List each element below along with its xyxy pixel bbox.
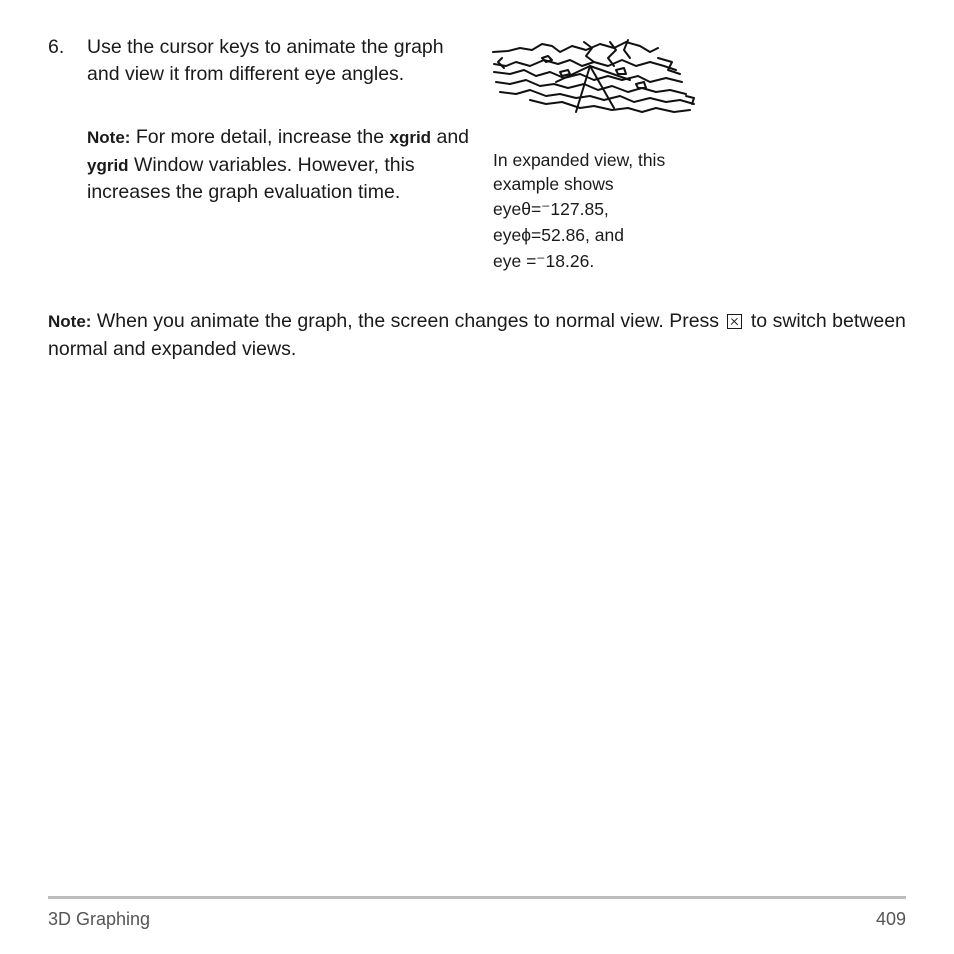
note-label: Note: <box>87 128 131 147</box>
caption-line-3: eyeθ=⁻127.85, <box>493 199 609 219</box>
step-text: Use the cursor keys to animate the graph and view it from different eye angles. <box>87 36 444 85</box>
note-detail <box>87 124 487 206</box>
caption-line-5: eye =⁻18.26. <box>493 251 595 271</box>
times-key-icon <box>727 314 742 329</box>
note-text-1: For more detail, increase the <box>130 126 390 148</box>
caption-line-1: In expanded view, this <box>493 150 666 170</box>
keyword-ygrid: ygrid <box>87 155 129 175</box>
keyword-xgrid: xgrid <box>389 128 432 147</box>
note-label: Note: <box>48 312 92 331</box>
note-text-3: Window variables. However, this increases the graph evaluation time. <box>87 153 415 203</box>
calculator-3d-graph-screenshot <box>490 38 700 116</box>
footer-page-number: 409 <box>875 909 906 929</box>
step-6 <box>48 34 468 87</box>
note-text-2: to switch between normal and expanded views. <box>48 310 906 360</box>
step-number: 6. <box>48 36 65 58</box>
caption-line-2: example shows <box>493 174 614 194</box>
note-text-1: When you animate the graph, the screen changes to normal view. Press <box>91 310 725 332</box>
footer-section-title: 3D Graphing <box>48 909 151 929</box>
footer-divider <box>48 896 906 899</box>
note-animate <box>48 308 908 362</box>
note-text-2: and <box>431 126 470 148</box>
screenshot-caption <box>493 148 723 274</box>
caption-line-4: eyeϕ=52.86, and <box>493 225 624 245</box>
